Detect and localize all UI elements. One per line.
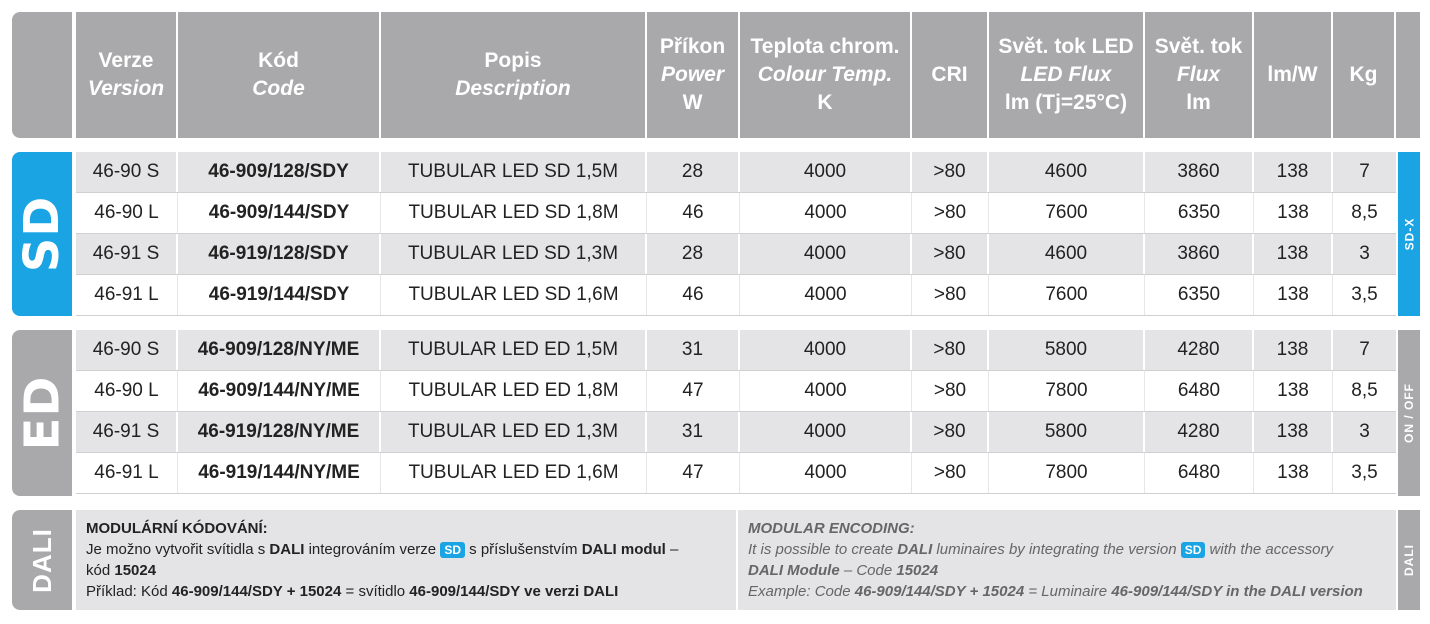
cell-colour-temp: 4000 bbox=[740, 152, 912, 192]
col-colour-temp: Teplota chrom. Colour Temp. K bbox=[740, 12, 912, 138]
cell-lmw: 138 bbox=[1254, 193, 1333, 233]
cell-description: TUBULAR LED ED 1,6M bbox=[381, 453, 647, 493]
cell-flux: 6350 bbox=[1145, 275, 1254, 315]
sd-group-bar bbox=[12, 152, 72, 316]
cell-led-flux: 5800 bbox=[989, 412, 1145, 452]
cell-flux: 6480 bbox=[1145, 371, 1254, 411]
cell-version: 46-90 L bbox=[76, 193, 178, 233]
col-code: Kód Code bbox=[178, 12, 381, 138]
cell-code: 46-919/144/SDY bbox=[178, 275, 381, 315]
table-row bbox=[76, 371, 1396, 412]
cell-power: 46 bbox=[647, 275, 740, 315]
cell-led-flux: 7800 bbox=[989, 371, 1145, 411]
cell-description: TUBULAR LED SD 1,5M bbox=[381, 152, 647, 192]
cell-power: 28 bbox=[647, 152, 740, 192]
cell-lmw: 138 bbox=[1254, 371, 1333, 411]
cell-kg: 8,5 bbox=[1351, 202, 1378, 223]
col-kg: Kg bbox=[1333, 12, 1396, 138]
cell-cri: >80 bbox=[912, 412, 989, 452]
ed-logo: ED bbox=[14, 375, 71, 451]
col-led-flux: Svět. tok LED LED Flux lm (Tj=25°C) bbox=[989, 12, 1145, 138]
cell-kg: 8,5 bbox=[1351, 380, 1378, 401]
cell-flux: 6480 bbox=[1145, 453, 1254, 493]
cell-description: TUBULAR LED SD 1,6M bbox=[381, 275, 647, 315]
cell-lmw: 138 bbox=[1254, 453, 1333, 493]
cell-led-flux: 4600 bbox=[989, 152, 1145, 192]
cell-version: 46-91 L bbox=[76, 453, 178, 493]
cell-cri: >80 bbox=[912, 234, 989, 274]
cell-lmw: 138 bbox=[1254, 412, 1333, 452]
cell-power: 31 bbox=[647, 412, 740, 452]
cell-flux: 4280 bbox=[1145, 330, 1254, 370]
cell-colour-temp: 4000 bbox=[740, 234, 912, 274]
cell-description: TUBULAR LED SD 1,3M bbox=[381, 234, 647, 274]
cell-flux: 6350 bbox=[1145, 193, 1254, 233]
cell-kg: 3,5 bbox=[1351, 462, 1378, 483]
cell-flux: 4280 bbox=[1145, 412, 1254, 452]
cell-lmw: 138 bbox=[1254, 330, 1333, 370]
cell-cri: >80 bbox=[912, 152, 989, 192]
cell-version: 46-91 S bbox=[76, 234, 178, 274]
dali-en-title: MODULAR ENCODING: bbox=[748, 520, 915, 537]
cell-colour-temp: 4000 bbox=[740, 275, 912, 315]
cell-cri: >80 bbox=[912, 330, 989, 370]
dali-note-english: MODULAR ENCODING: It is possible to create DALI luminaires by integrating the version SD with the accessory DALI Module – Code 15024 Example: Code 46-909/144/SDY + 15024 = Luminaire 46-909/144/SDY in the DALI version bbox=[738, 510, 1396, 610]
on-off-tab bbox=[1398, 330, 1420, 496]
cell-kg: 3,5 bbox=[1351, 284, 1378, 305]
table-row bbox=[76, 412, 1396, 453]
cell-lmw: 138 bbox=[1254, 275, 1333, 315]
cell-kg: 3 bbox=[1359, 421, 1370, 442]
col-description: Popis Description bbox=[381, 12, 647, 138]
col-power: Příkon Power W bbox=[647, 12, 740, 138]
sd-badge-icon: SD bbox=[1181, 542, 1206, 558]
on-off-tab-label: ON / OFF bbox=[1402, 383, 1416, 443]
cell-kg: 7 bbox=[1359, 161, 1370, 182]
cell-lmw: 138 bbox=[1254, 234, 1333, 274]
col-version: Verze Version bbox=[76, 12, 178, 138]
cell-power: 47 bbox=[647, 371, 740, 411]
cell-flux: 3860 bbox=[1145, 152, 1254, 192]
table-row bbox=[76, 234, 1396, 275]
cell-description: TUBULAR LED SD 1,8M bbox=[381, 193, 647, 233]
cell-description: TUBULAR LED ED 1,8M bbox=[381, 371, 647, 411]
cell-version: 46-90 S bbox=[76, 152, 178, 192]
col-cri: CRI bbox=[912, 12, 989, 138]
dali-note-czech: MODULÁRNÍ KÓDOVÁNÍ: Je možno vytvořit svítidla s DALI integrováním verze SD s příslušenstvím DALI modul – kód 15024 Příklad: Kód 46-909/144/SDY + 15024 = svítidlo 46-909/144/SDY ve verzi DALI bbox=[76, 510, 736, 610]
cell-power: 47 bbox=[647, 453, 740, 493]
sd-logo: SD bbox=[14, 195, 71, 273]
cell-flux: 3860 bbox=[1145, 234, 1254, 274]
cell-version: 46-90 L bbox=[76, 371, 178, 411]
dali-side-label: DALI bbox=[26, 527, 57, 593]
cell-colour-temp: 4000 bbox=[740, 371, 912, 411]
sd-badge-icon: SD bbox=[440, 542, 465, 558]
table-row bbox=[76, 453, 1396, 494]
cell-code: 46-909/128/NY/ME bbox=[178, 330, 381, 370]
cell-description: TUBULAR LED ED 1,3M bbox=[381, 412, 647, 452]
cell-code: 46-919/128/SDY bbox=[178, 234, 381, 274]
sd-rows bbox=[76, 152, 1396, 316]
cell-description: TUBULAR LED ED 1,5M bbox=[381, 330, 647, 370]
col-lmw: lm/W bbox=[1254, 12, 1333, 138]
cell-version: 46-91 S bbox=[76, 412, 178, 452]
cell-cri: >80 bbox=[912, 193, 989, 233]
sd-x-tab bbox=[1398, 152, 1420, 316]
cell-led-flux: 4600 bbox=[989, 234, 1145, 274]
cell-led-flux: 5800 bbox=[989, 330, 1145, 370]
cell-led-flux: 7600 bbox=[989, 275, 1145, 315]
cell-code: 46-919/144/NY/ME bbox=[178, 453, 381, 493]
cell-code: 46-909/144/SDY bbox=[178, 193, 381, 233]
cell-cri: >80 bbox=[912, 275, 989, 315]
table-header bbox=[76, 12, 1420, 138]
cell-power: 31 bbox=[647, 330, 740, 370]
table-row bbox=[76, 330, 1396, 371]
ed-group-bar bbox=[12, 330, 72, 496]
cell-colour-temp: 4000 bbox=[740, 193, 912, 233]
cell-colour-temp: 4000 bbox=[740, 453, 912, 493]
cell-code: 46-909/144/NY/ME bbox=[178, 371, 381, 411]
cell-led-flux: 7800 bbox=[989, 453, 1145, 493]
sd-x-tab-label: SD-X bbox=[1402, 217, 1417, 251]
cell-code: 46-919/128/NY/ME bbox=[178, 412, 381, 452]
table-row bbox=[76, 193, 1396, 234]
cell-power: 28 bbox=[647, 234, 740, 274]
cell-cri: >80 bbox=[912, 371, 989, 411]
cell-colour-temp: 4000 bbox=[740, 412, 912, 452]
ed-rows bbox=[76, 330, 1396, 494]
cell-version: 46-91 L bbox=[76, 275, 178, 315]
cell-lmw: 138 bbox=[1254, 152, 1333, 192]
table-row bbox=[76, 275, 1396, 316]
cell-led-flux: 7600 bbox=[989, 193, 1145, 233]
header-tab-spacer bbox=[1396, 12, 1418, 138]
cell-kg: 3 bbox=[1359, 243, 1370, 264]
cell-kg: 7 bbox=[1359, 339, 1370, 360]
dali-cz-title: MODULÁRNÍ KÓDOVÁNÍ: bbox=[86, 520, 268, 537]
header-corner bbox=[12, 12, 72, 138]
dali-side-bar bbox=[12, 510, 72, 610]
cell-code: 46-909/128/SDY bbox=[178, 152, 381, 192]
dali-tab bbox=[1398, 510, 1420, 610]
cell-colour-temp: 4000 bbox=[740, 330, 912, 370]
col-flux: Svět. tok Flux lm bbox=[1145, 12, 1254, 138]
cell-cri: >80 bbox=[912, 453, 989, 493]
cell-power: 46 bbox=[647, 193, 740, 233]
table-row bbox=[76, 152, 1396, 193]
dali-tab-label: DALI bbox=[1402, 544, 1416, 576]
cell-version: 46-90 S bbox=[76, 330, 178, 370]
